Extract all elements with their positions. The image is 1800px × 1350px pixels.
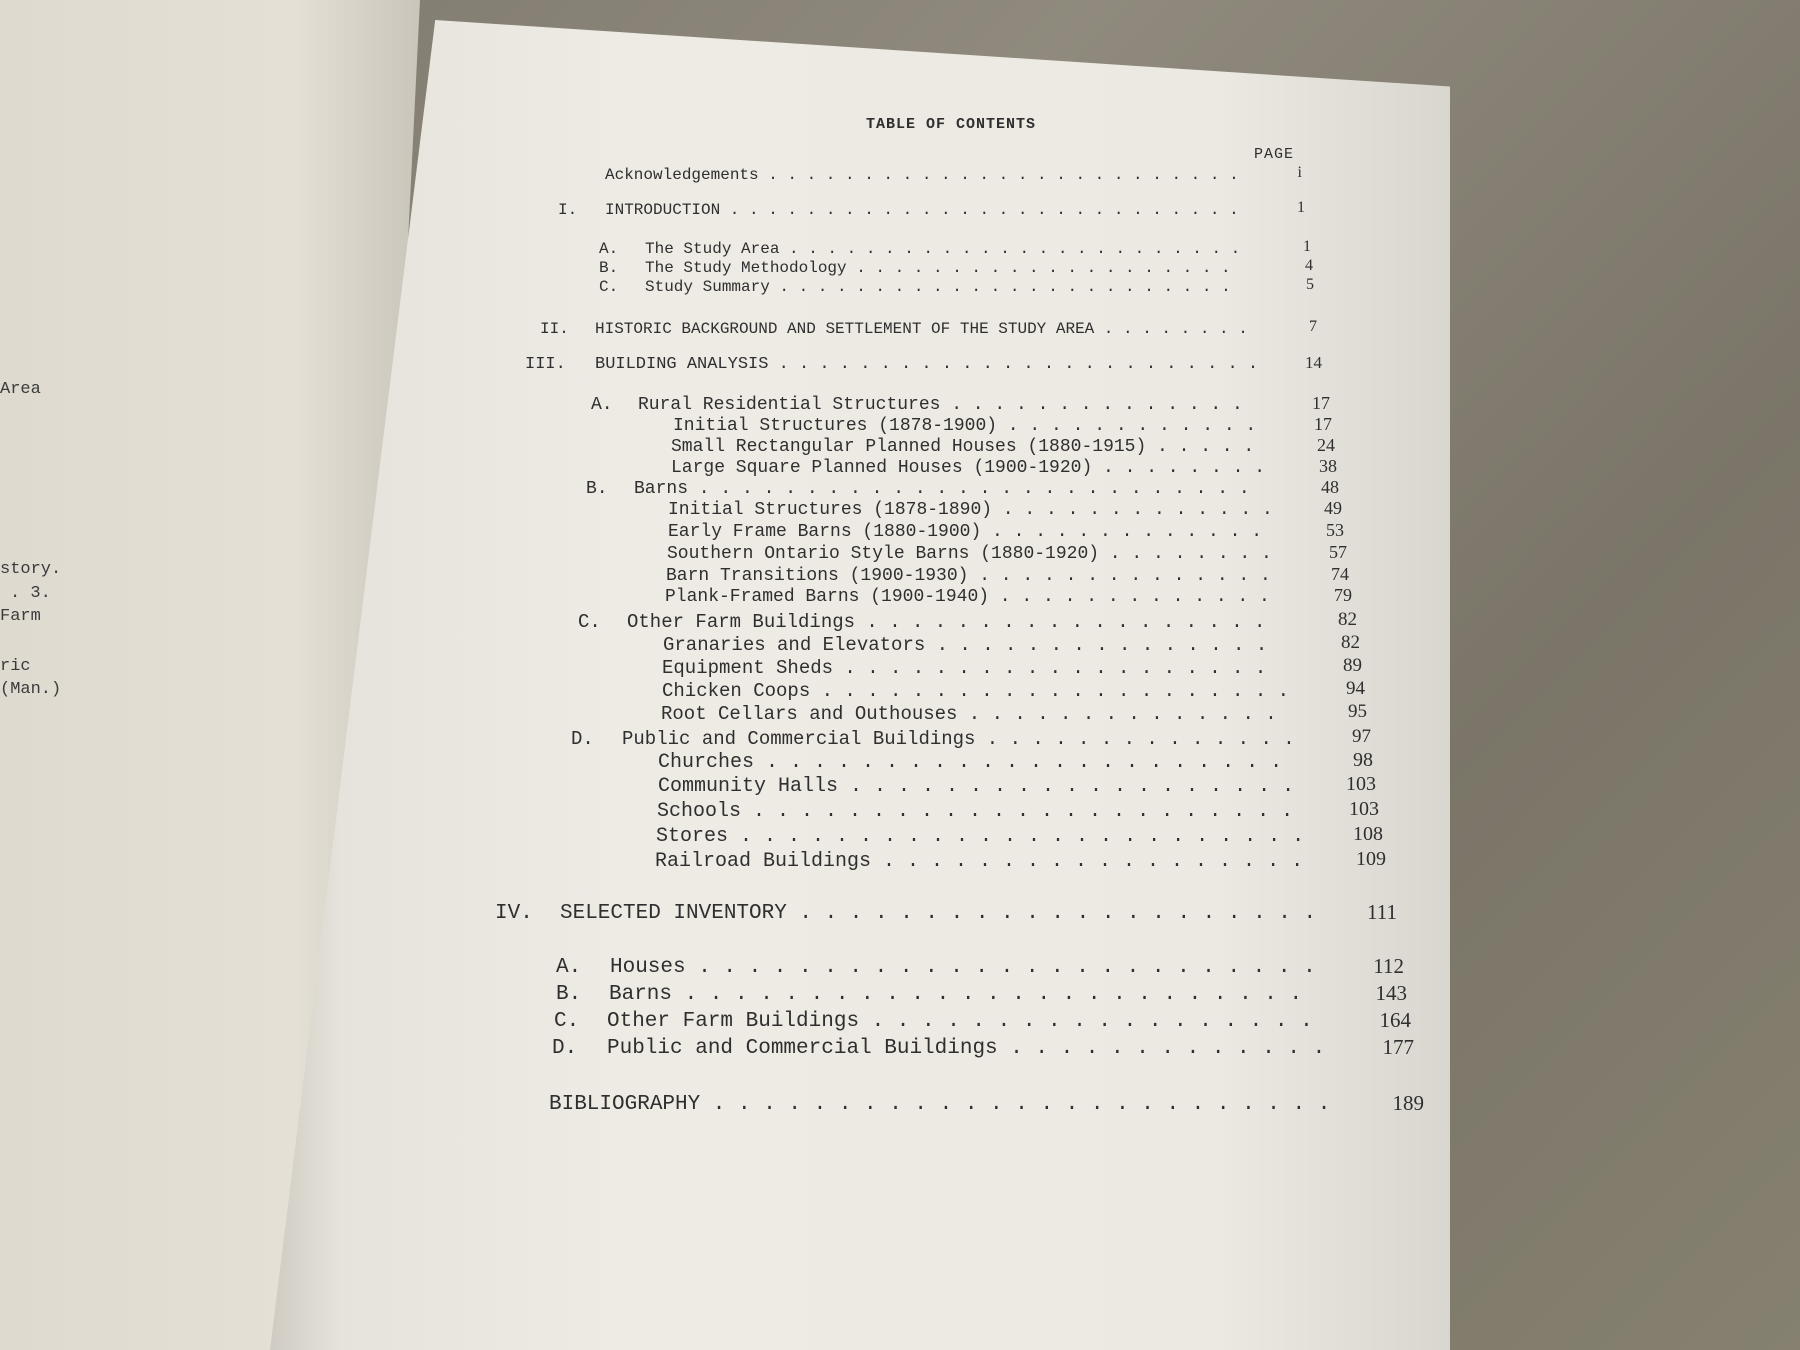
toc-dot-leader: . . . . . . . . (1109, 544, 1272, 564)
toc-dot-leader: . . . . . . . . . . . . . . . (936, 634, 1268, 656)
toc-entry-label: Barns (634, 479, 689, 499)
toc-dot-leader: . . . . . . . . . . . . . . . . . . . (844, 657, 1267, 679)
left-page-fragment: story. (0, 560, 62, 579)
toc-entry-label: Granaries and Elevators (663, 634, 926, 656)
toc-page-number: 7 (1309, 318, 1317, 335)
toc-dot-leader: . . . . . . . . (1103, 458, 1266, 478)
toc-dot-leader: . . . . . . . . . . . . . . (951, 395, 1243, 415)
toc-dot-leader: . . . . . . . . . . . . . . . . . . . . . (821, 680, 1290, 702)
toc-dot-leader: . . . . . . . . . . . . . . . . . . . . . . . . . (684, 983, 1303, 1006)
toc-entry-label: Public and Commercial Buildings (622, 728, 976, 750)
toc-page-number: 74 (1331, 564, 1349, 584)
toc-page-number: 79 (1334, 585, 1352, 605)
toc-dot-leader: . . . . . . . . . . . . . . . . . . (866, 611, 1266, 633)
toc-dot-leader: . . . . . . . . . . . . . (999, 587, 1270, 607)
toc-page-number: 143 (1375, 981, 1407, 1005)
toc-entry-label: Large Square Planned Houses (1900-1920) (671, 458, 1093, 478)
toc-entry-number: D. (552, 1037, 578, 1060)
toc-page-number: 14 (1305, 353, 1322, 372)
toc-entry-label: Study Summary (645, 278, 770, 296)
page-column-header: PAGE (1254, 146, 1295, 163)
toc-page-number: 177 (1382, 1035, 1414, 1059)
toc-entry-number: C. (599, 278, 619, 296)
toc-dot-leader: . . . . . . . . . . . . . . . . . . . . . (799, 902, 1317, 925)
toc-page-number: 189 (1392, 1091, 1424, 1115)
toc-page-number: 95 (1348, 701, 1367, 722)
toc-entry-label: HISTORIC BACKGROUND AND SETTLEMENT OF THE STUDY AREA (595, 320, 1095, 338)
toc-dot-leader: . . . . . . . . . . . . . (1002, 500, 1273, 520)
toc-entry-label: Early Frame Barns (1880-1900) (668, 522, 982, 542)
toc-page-number: 24 (1317, 435, 1335, 455)
toc-entry-label: Rural Residential Structures (638, 395, 941, 415)
toc-dot-leader: . . . . . . . . . . . . . . (968, 703, 1277, 725)
toc-entry-number: III. (525, 355, 566, 374)
toc-page-number: 103 (1349, 798, 1379, 820)
toc-page-number: 5 (1306, 276, 1314, 293)
toc-page-number: 109 (1356, 848, 1386, 870)
toc-entry-label: Barns (609, 983, 673, 1006)
toc-dot-leader: . . . . . . . . . . . . . . . . . . . . . . . . . (712, 1093, 1331, 1116)
toc-page-number: 82 (1338, 609, 1357, 630)
toc-page-number: 38 (1319, 456, 1337, 476)
toc-entry-label: SELECTED INVENTORY (560, 902, 787, 925)
toc-dot-leader: . . . . . . . . . . . . . (992, 522, 1263, 542)
toc-entry-label: Equipment Sheds (662, 657, 834, 679)
toc-page-number: 17 (1312, 393, 1330, 413)
toc-dot-leader: . . . . . . . . . . . . . . . . . . . . . . . . (789, 240, 1241, 258)
toc-entry-label: Houses (610, 956, 686, 979)
toc-entry-label: Plank-Framed Barns (1900-1940) (665, 587, 990, 607)
toc-page-number: 4 (1305, 257, 1313, 274)
toc-entry-label: Other Farm Buildings (607, 1010, 860, 1033)
toc-entry-label: BUILDING ANALYSIS (595, 355, 769, 374)
left-page-fragment: Area (0, 380, 41, 399)
toc-entry-number: C. (578, 611, 601, 633)
toc-page-number: 108 (1353, 823, 1383, 845)
toc-page-number: 57 (1329, 542, 1347, 562)
toc-page-number: i (1297, 164, 1302, 181)
toc-entry-number: IV. (495, 902, 533, 925)
toc-dot-leader: . . . . . . . . . . . . . . (979, 566, 1271, 586)
toc-title: TABLE OF CONTENTS (866, 116, 1037, 133)
toc-entry-number: A. (599, 240, 619, 258)
toc-page-number: 89 (1343, 655, 1362, 676)
toc-entry-label: The Study Methodology (645, 259, 847, 277)
toc-dot-leader: . . . . . . . . . . . . . . . . . . (883, 850, 1304, 873)
toc-entry-number: B. (599, 259, 619, 277)
toc-entry-label: Other Farm Buildings (627, 611, 856, 633)
toc-entry-number: I. (558, 201, 578, 219)
toc-entry-number: A. (556, 956, 582, 979)
toc-page-number: 103 (1346, 773, 1376, 795)
toc-entry-number: D. (571, 728, 594, 750)
toc-entry-number: C. (554, 1010, 580, 1033)
toc-dot-leader: . . . . . . . . . . . . . . . . . . . . . . . . (778, 355, 1259, 374)
toc-entry-label: Small Rectangular Planned Houses (1880-1915) (671, 437, 1147, 457)
toc-page-number: 111 (1367, 900, 1397, 924)
toc-dot-leader: . . . . . . . . . . . . . (1010, 1037, 1326, 1060)
toc-page-number: 17 (1314, 414, 1332, 434)
toc-dot-leader: . . . . . . . . . . . . . . . . . . . . . . . . . (768, 166, 1239, 184)
toc-entry-label: Initial Structures (1878-1890) (668, 500, 993, 520)
toc-dot-leader: . . . . . . . . . . . . . . (986, 728, 1295, 750)
toc-entry-label: Public and Commercial Buildings (607, 1037, 998, 1060)
toc-page-number: 49 (1324, 498, 1342, 518)
toc-entry-label: Barn Transitions (1900-1930) (666, 566, 969, 586)
toc-entry-label: Acknowledgements (605, 166, 759, 184)
left-page-fragment: . 3. (10, 584, 51, 603)
toc-dot-leader: . . . . . . . . . . . . . . . . . . . . . . . . . . . (729, 201, 1239, 219)
toc-dot-leader: . . . . . . . . . . . . . . . . . . . . (856, 259, 1231, 277)
toc-entry-number: B. (556, 983, 582, 1006)
toc-dot-leader: . . . . . . . . . . . . . . . . . . . . . . . . (779, 278, 1231, 296)
toc-page-number: 82 (1341, 632, 1360, 653)
toc-entry-label: Southern Ontario Style Barns (1880-1920) (667, 544, 1100, 564)
toc-dot-leader: . . . . . . . . . . . . (1007, 416, 1257, 436)
toc-dot-leader: . . . . . . . . . . . . . . . . . . . . . . . . (740, 825, 1305, 848)
toc-dot-leader: . . . . . . . . (1103, 320, 1248, 338)
toc-dot-leader: . . . . . . . . . . . . . . . . . . . . . . . (753, 800, 1294, 823)
toc-dot-leader: . . . . . . . . . . . . . . . . . . . . . . . . . . (698, 479, 1250, 499)
toc-entry-label: The Study Area (645, 240, 780, 258)
left-page-fragment: Farm (0, 607, 41, 626)
toc-page-number: 94 (1346, 678, 1365, 699)
toc-entry-number: II. (540, 320, 569, 338)
toc-entry-label: INTRODUCTION (605, 201, 721, 219)
toc-page-number: 164 (1379, 1008, 1411, 1032)
toc-page-number: 98 (1353, 749, 1373, 771)
toc-entry-label: Initial Structures (1878-1900) (673, 416, 998, 436)
toc-dot-leader: . . . . . . . . . . . . . . . . . . . (850, 775, 1295, 798)
toc-page-number: 1 (1297, 199, 1305, 216)
toc-page-number: 48 (1321, 477, 1339, 497)
toc-entry-label: Community Halls (658, 775, 839, 798)
toc-entry-number: B. (586, 479, 608, 499)
toc-entry-label: Chicken Coops (662, 680, 811, 702)
toc-entry-number: A. (591, 395, 613, 415)
toc-dot-leader: . . . . . (1157, 437, 1255, 457)
toc-page-number: 112 (1373, 954, 1404, 978)
toc-entry-label: Churches (658, 751, 755, 774)
toc-entry-label: Stores (656, 825, 729, 848)
toc-entry-label: BIBLIOGRAPHY (549, 1093, 701, 1116)
toc-page-number: 97 (1352, 726, 1371, 747)
toc-page-number: 53 (1326, 520, 1344, 540)
toc-dot-leader: . . . . . . . . . . . . . . . . . . (871, 1010, 1313, 1033)
toc-dot-leader: . . . . . . . . . . . . . . . . . . . . . . (766, 751, 1283, 774)
left-page-fragment: (Man.) (0, 680, 62, 699)
toc-dot-leader: . . . . . . . . . . . . . . . . . . . . . . . . . (698, 956, 1316, 979)
toc-page-number: 1 (1303, 238, 1311, 255)
toc-entry-label: Railroad Buildings (655, 850, 872, 873)
toc-entry-label: Schools (657, 800, 742, 823)
toc-entry-label: Root Cellars and Outhouses (661, 703, 958, 725)
left-page-fragment: ric (0, 657, 31, 676)
